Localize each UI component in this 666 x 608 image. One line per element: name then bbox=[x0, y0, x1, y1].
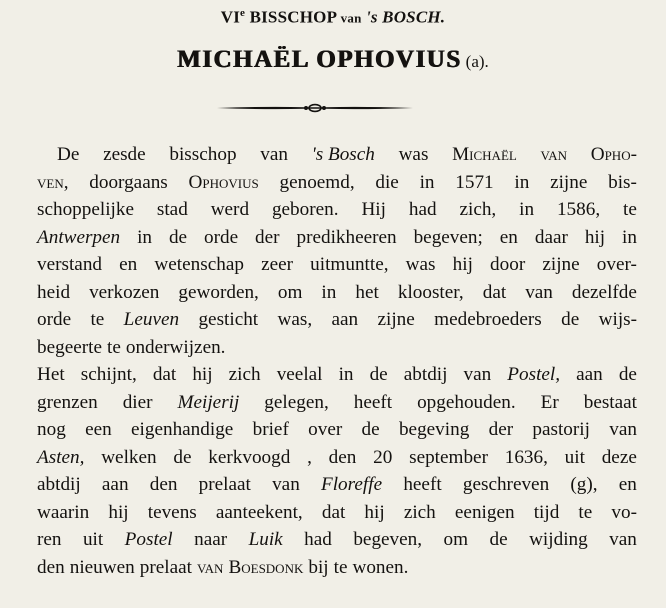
text-line bbox=[37, 389, 637, 417]
word: vo- bbox=[611, 501, 637, 523]
heading-ordinal-sup: e bbox=[240, 7, 246, 19]
word: was bbox=[405, 254, 436, 275]
word: in bbox=[321, 281, 337, 303]
word: hij bbox=[452, 254, 473, 275]
text-line bbox=[37, 169, 637, 197]
word: opgehouden. bbox=[417, 391, 516, 413]
word: te bbox=[623, 199, 637, 220]
word: , bbox=[307, 446, 312, 468]
title-name: MICHAËL OPHOVIUS bbox=[177, 46, 462, 73]
word: zich bbox=[403, 501, 436, 523]
word: september bbox=[409, 446, 488, 468]
word: dier bbox=[122, 391, 153, 413]
word: 1636, bbox=[504, 446, 548, 468]
word: geboren. bbox=[271, 199, 339, 220]
word: den bbox=[328, 446, 357, 468]
word: in bbox=[514, 171, 530, 193]
word: die bbox=[375, 171, 399, 193]
text-line bbox=[37, 306, 637, 334]
word: heid bbox=[37, 281, 71, 303]
word: dat bbox=[482, 281, 507, 303]
word: nog bbox=[37, 419, 66, 440]
word: doorgaans bbox=[89, 171, 168, 193]
word: was, bbox=[277, 309, 313, 330]
heading-word-bisschop: BISSCHOP bbox=[249, 7, 337, 27]
word: van bbox=[196, 556, 224, 578]
word: dezelfde bbox=[571, 281, 637, 303]
word: orde bbox=[204, 226, 239, 248]
word: begeving bbox=[398, 419, 470, 440]
word: dat bbox=[321, 501, 346, 523]
heading-word-bosch: 's BOSCH. bbox=[365, 7, 446, 27]
word: schoppelijke bbox=[37, 199, 134, 220]
word: eenigen bbox=[454, 501, 515, 523]
word: brief bbox=[252, 419, 289, 440]
word: deze bbox=[601, 446, 637, 468]
word: stad bbox=[156, 199, 188, 220]
word: wonen. bbox=[352, 556, 409, 578]
word: Hij bbox=[361, 199, 386, 220]
word: Er bbox=[540, 391, 559, 413]
word: Het bbox=[37, 364, 65, 385]
word: der bbox=[488, 419, 514, 440]
word: eigenhandige bbox=[131, 419, 234, 440]
word: geschreven bbox=[462, 474, 550, 495]
word: zeer bbox=[261, 254, 294, 275]
word: in bbox=[622, 226, 637, 248]
text-line bbox=[37, 499, 637, 527]
word: uit bbox=[82, 529, 104, 550]
word: 1571 bbox=[455, 171, 494, 193]
word: genoemd, bbox=[279, 171, 355, 193]
word: de bbox=[561, 309, 580, 330]
word: den bbox=[37, 556, 65, 578]
word: gesticht bbox=[198, 309, 259, 330]
word: Ophovius bbox=[188, 171, 259, 193]
word: hij bbox=[364, 501, 385, 523]
word: zijne bbox=[377, 309, 415, 330]
word: veelal bbox=[276, 364, 323, 385]
word: bis- bbox=[608, 171, 637, 193]
word: Boesdonk bbox=[228, 556, 304, 578]
word: te bbox=[333, 556, 348, 578]
decorative-rule-icon bbox=[215, 100, 415, 116]
word: uit bbox=[564, 446, 585, 468]
word: abtdij bbox=[403, 364, 448, 385]
word: wijding bbox=[529, 529, 588, 550]
word: van bbox=[609, 419, 637, 440]
word: Michaël bbox=[452, 144, 517, 165]
text-line bbox=[37, 141, 637, 169]
word: werd bbox=[210, 199, 250, 220]
word: welken bbox=[101, 446, 157, 468]
word: bestaat bbox=[583, 391, 637, 413]
word: grenzen bbox=[37, 391, 98, 413]
word: zich, bbox=[459, 199, 497, 220]
word: van bbox=[272, 474, 300, 495]
word: van bbox=[540, 144, 568, 165]
word: 20 bbox=[373, 446, 393, 468]
word: tijd bbox=[533, 501, 560, 523]
word: van bbox=[463, 364, 492, 385]
chapter-heading bbox=[0, 7, 666, 28]
word: predikheeren bbox=[296, 226, 397, 248]
text-line bbox=[37, 224, 637, 252]
word: onderwijzen. bbox=[125, 336, 226, 358]
word: schijnt, bbox=[80, 364, 137, 385]
word: had bbox=[304, 529, 332, 550]
paragraph-1 bbox=[37, 141, 637, 361]
word: pastorij bbox=[532, 419, 590, 440]
word: hij bbox=[108, 501, 129, 523]
word: De bbox=[57, 144, 80, 165]
word: abtdij bbox=[37, 474, 81, 495]
word: Floreffe bbox=[321, 474, 383, 495]
text-line bbox=[37, 471, 637, 499]
word: Meijerij bbox=[177, 391, 240, 413]
word: ren bbox=[37, 529, 62, 550]
word: aanteekent, bbox=[215, 501, 303, 523]
word: hij bbox=[192, 364, 213, 385]
word: in bbox=[137, 226, 153, 248]
word: over- bbox=[596, 254, 637, 275]
word: hij bbox=[584, 226, 606, 248]
text-line bbox=[37, 416, 637, 444]
word: zesde bbox=[103, 144, 146, 165]
word: was bbox=[398, 144, 429, 165]
word: en bbox=[618, 474, 637, 495]
word: in bbox=[519, 199, 535, 220]
word: Luik bbox=[248, 529, 283, 550]
word: de bbox=[618, 364, 637, 385]
word: den bbox=[149, 474, 178, 495]
word: van bbox=[260, 144, 288, 165]
word: begeven, bbox=[353, 529, 423, 550]
word: te bbox=[578, 501, 593, 523]
word: door bbox=[490, 254, 526, 275]
word: van bbox=[525, 281, 553, 303]
word: daar bbox=[534, 226, 568, 248]
title-footnote-mark: (a). bbox=[465, 52, 489, 71]
word: zich bbox=[228, 364, 261, 385]
body-text bbox=[37, 141, 637, 581]
paragraph-2 bbox=[37, 361, 637, 581]
word: de bbox=[361, 419, 380, 440]
heading-ordinal: VI bbox=[220, 7, 241, 27]
word: waarin bbox=[37, 501, 90, 523]
word: orde bbox=[37, 309, 72, 330]
word: prelaat bbox=[139, 556, 192, 578]
word: ven, bbox=[37, 171, 69, 193]
word: kerkvoogd bbox=[208, 446, 291, 468]
word: om bbox=[277, 281, 303, 303]
word: heeft bbox=[403, 474, 442, 495]
word: Opho- bbox=[590, 144, 637, 165]
text-line bbox=[37, 444, 637, 472]
word: het bbox=[355, 281, 379, 303]
word: begeerte bbox=[37, 336, 102, 358]
word: uitmuntte, bbox=[310, 254, 389, 275]
word: naar bbox=[194, 529, 228, 550]
word: en bbox=[119, 254, 138, 275]
word: klooster, bbox=[397, 281, 464, 303]
word: te bbox=[106, 336, 121, 358]
word: nieuwen bbox=[69, 556, 135, 578]
word: tevens bbox=[147, 501, 197, 523]
word: Postel, bbox=[507, 364, 561, 385]
word: over bbox=[308, 419, 343, 440]
word: in bbox=[338, 364, 354, 385]
word: de bbox=[369, 364, 388, 385]
word: een bbox=[85, 419, 112, 440]
text-line bbox=[37, 526, 637, 554]
word: wetenschap bbox=[154, 254, 244, 275]
word: aan bbox=[331, 309, 359, 330]
word: de bbox=[168, 226, 188, 248]
word: had bbox=[408, 199, 437, 220]
word: Asten, bbox=[37, 446, 85, 468]
word: Antwerpen bbox=[37, 226, 121, 248]
word: dat bbox=[152, 364, 177, 385]
text-line bbox=[37, 334, 637, 362]
word: Leuven bbox=[123, 309, 180, 330]
word: van bbox=[609, 529, 637, 550]
word: 1586, bbox=[556, 199, 601, 220]
text-line bbox=[37, 361, 637, 389]
word: om bbox=[443, 529, 469, 550]
word: aan bbox=[101, 474, 129, 495]
word: gelegen, bbox=[264, 391, 329, 413]
word: wijs- bbox=[598, 309, 637, 330]
word: verkozen bbox=[89, 281, 160, 303]
text-line bbox=[37, 554, 637, 582]
word: begeven; bbox=[413, 226, 483, 248]
heading-word-van: van bbox=[340, 10, 362, 26]
word: in bbox=[419, 171, 435, 193]
word: bisschop bbox=[169, 144, 237, 165]
text-line bbox=[37, 196, 637, 224]
word: prelaat bbox=[198, 474, 251, 495]
word: geworden, bbox=[178, 281, 259, 303]
word: 's Bosch bbox=[311, 144, 375, 165]
word: te bbox=[90, 309, 105, 330]
text-line bbox=[37, 251, 637, 279]
word: de bbox=[173, 446, 192, 468]
word: heeft bbox=[353, 391, 393, 413]
word: (g), bbox=[570, 474, 598, 495]
word: bij bbox=[308, 556, 329, 578]
word: der bbox=[255, 226, 280, 248]
word: en bbox=[499, 226, 518, 248]
word: verstand bbox=[37, 254, 103, 275]
word: medebroeders bbox=[434, 309, 542, 330]
word: zijne bbox=[542, 254, 580, 275]
page-title bbox=[0, 46, 666, 74]
text-line bbox=[37, 279, 637, 307]
word: Postel bbox=[124, 529, 173, 550]
word: de bbox=[489, 529, 508, 550]
word: zijne bbox=[550, 171, 588, 193]
word: aan bbox=[576, 364, 603, 385]
